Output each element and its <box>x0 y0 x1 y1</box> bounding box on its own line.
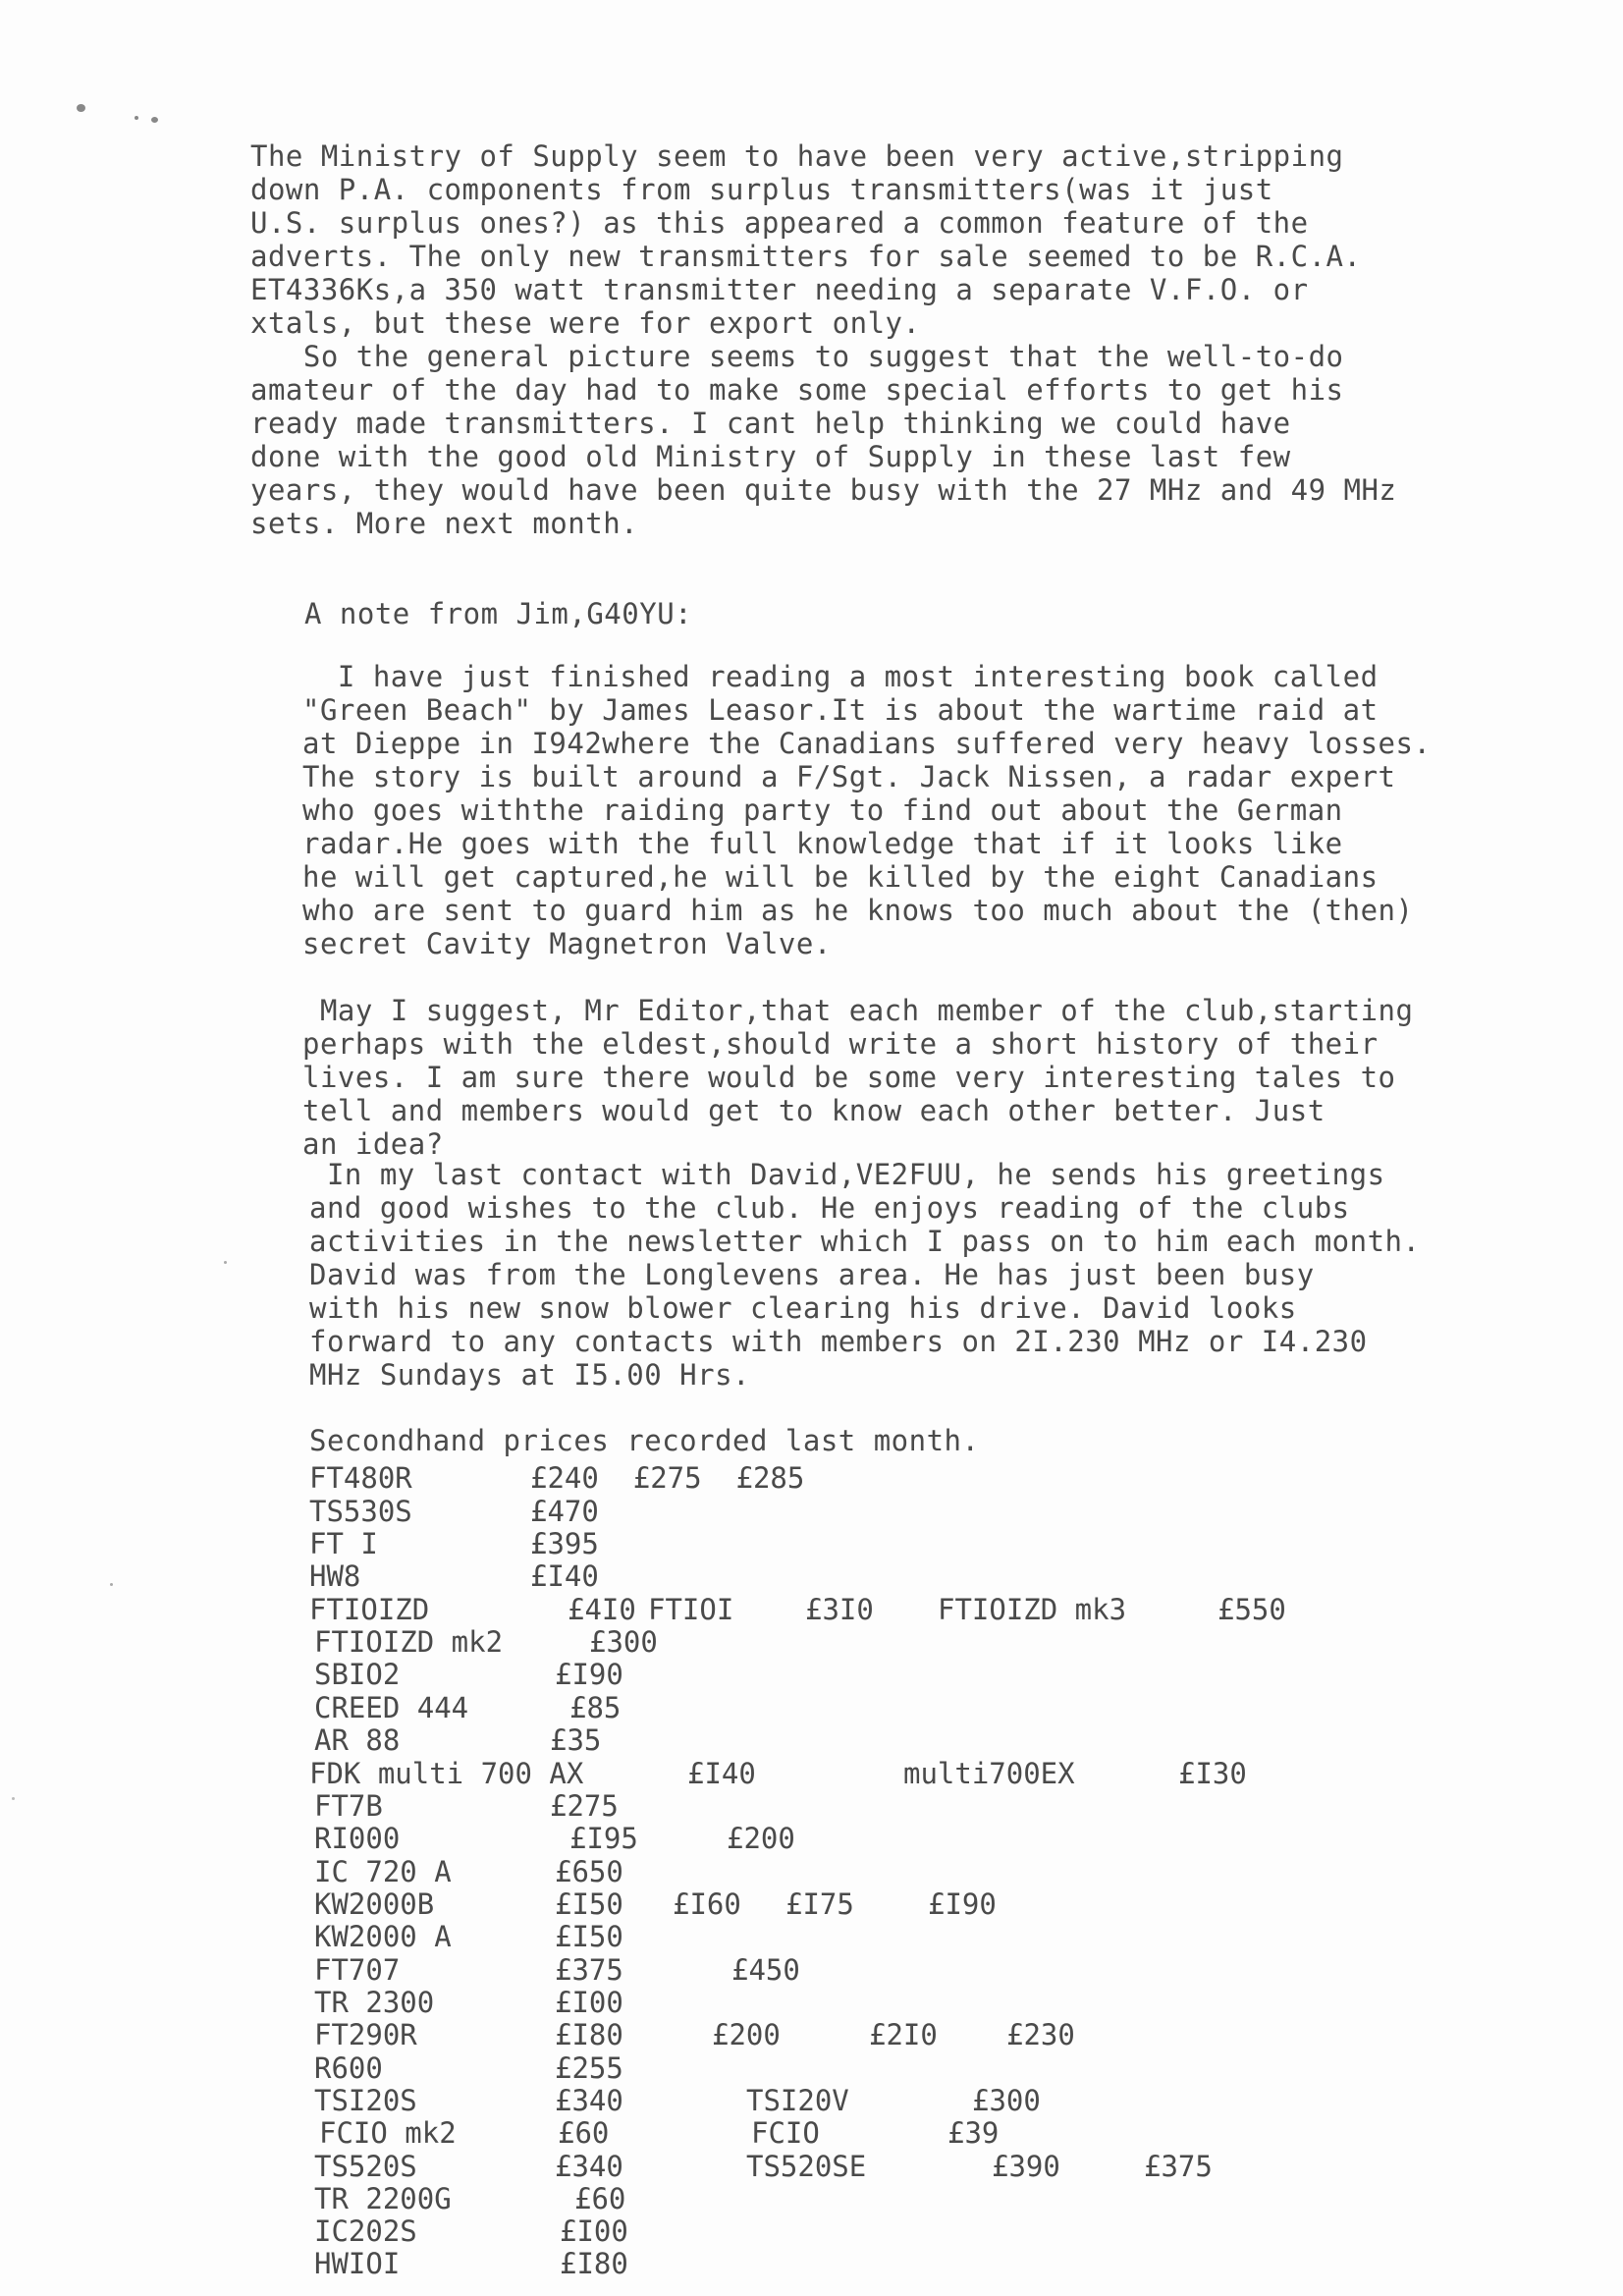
text-line: adverts. The only new transmitters for sale seemed to be R.C.A. <box>250 240 1362 273</box>
text-line: The story is built around a F/Sgt. Jack Nissen, a radar expert <box>302 760 1396 793</box>
price-value: £I30 <box>1178 1757 1247 1790</box>
price-row <box>0 2116 1623 2150</box>
price-value: TSI20V <box>746 2084 849 2117</box>
price-value: FTIOIZD mk3 <box>938 1593 1127 1626</box>
price-row <box>0 1953 1623 1987</box>
price-row <box>0 1691 1623 1724</box>
price-value: £300 <box>589 1625 658 1659</box>
text-line: activities in the newsletter which I pass on to him each month. <box>309 1225 1421 1258</box>
price-value: £I40 <box>687 1757 756 1790</box>
equipment-model: KW2000B <box>314 1887 435 1921</box>
price-value: £470 <box>530 1495 599 1528</box>
price-row <box>0 1495 1623 1528</box>
price-value: £395 <box>530 1527 599 1560</box>
price-value: £I95 <box>569 1822 638 1855</box>
price-value: £3I0 <box>805 1593 874 1626</box>
price-value: £85 <box>569 1691 622 1724</box>
price-row <box>0 1757 1623 1790</box>
ink-speck <box>151 117 158 123</box>
equipment-model: FT7B <box>314 1789 383 1823</box>
equipment-model: TS530S <box>309 1495 412 1528</box>
note-heading: A note from Jim,G40YU: <box>304 597 693 630</box>
price-value: £200 <box>727 1822 795 1855</box>
price-value: £275 <box>550 1789 619 1823</box>
price-value: £200 <box>712 2018 781 2051</box>
price-value: £I80 <box>560 2247 628 2280</box>
price-value: £60 <box>574 2182 626 2215</box>
text-line: xtals, but these were for export only. <box>250 306 921 340</box>
text-line: ET4336Ks,a 350 watt transmitter needing a separate V.F.O. or <box>250 273 1309 306</box>
text-line: an idea? <box>302 1127 444 1161</box>
price-value: £340 <box>555 2150 623 2183</box>
price-row <box>0 1723 1623 1757</box>
equipment-model: FCIO mk2 <box>319 2116 457 2150</box>
price-row <box>0 1527 1623 1560</box>
prices-title: Secondhand prices recorded last month. <box>309 1424 980 1457</box>
equipment-model: FT707 <box>314 1953 401 1987</box>
ink-speck <box>135 116 138 120</box>
price-value: FTIOI <box>648 1593 734 1626</box>
price-row <box>0 1625 1623 1659</box>
price-row <box>0 1658 1623 1691</box>
paragraph-green-beach <box>302 660 1431 960</box>
price-value: £300 <box>972 2084 1041 2117</box>
price-value: £60 <box>558 2116 610 2150</box>
equipment-model: HWIOI <box>314 2247 401 2280</box>
price-row <box>0 1593 1623 1626</box>
price-value: £450 <box>731 1953 800 1987</box>
equipment-model: TR 2300 <box>314 1986 435 2019</box>
price-value: £375 <box>1144 2150 1213 2183</box>
price-value: £I80 <box>555 2018 623 2051</box>
equipment-model: FTIOIZD mk2 <box>314 1625 504 1659</box>
equipment-model: TS520S <box>314 2150 417 2183</box>
text-line: done with the good old Ministry of Supply in these last few <box>250 440 1291 473</box>
text-line: secret Cavity Magnetron Valve. <box>302 927 832 960</box>
price-value: multi700EX <box>903 1757 1075 1790</box>
equipment-model: FT480R <box>309 1461 412 1495</box>
price-value: £I50 <box>555 1920 623 1953</box>
price-row <box>0 1920 1623 1953</box>
price-row <box>0 1855 1623 1888</box>
price-row <box>0 1789 1623 1823</box>
text-line: forward to any contacts with members on 2I.230 MHz or I4.230 <box>309 1325 1368 1358</box>
price-value: £39 <box>947 2116 1000 2150</box>
equipment-model: KW2000 A <box>314 1920 452 1953</box>
equipment-model: IC 720 A <box>314 1855 452 1888</box>
price-value: £2I0 <box>869 2018 938 2051</box>
equipment-model: R600 <box>314 2051 383 2085</box>
equipment-model: CREED 444 <box>314 1691 469 1724</box>
text-line: with his new snow blower clearing his drive. David looks <box>309 1291 1297 1325</box>
paragraph-member-histories <box>302 994 1413 1161</box>
text-line: So the general picture seems to suggest that the well-to-do <box>250 340 1344 373</box>
price-value: £230 <box>1006 2018 1075 2051</box>
ink-speck <box>224 1261 227 1264</box>
price-row <box>0 2150 1623 2183</box>
equipment-model: SBIO2 <box>314 1658 401 1691</box>
equipment-model: FTIOIZD <box>309 1593 430 1626</box>
text-line: years, they would have been quite busy with the 27 MHz and 49 MHz <box>250 473 1397 507</box>
price-value: £I75 <box>785 1887 854 1921</box>
price-value: £390 <box>992 2150 1060 2183</box>
text-line: ready made transmitters. I cant help thinking we could have <box>250 407 1291 440</box>
price-row <box>0 2247 1623 2280</box>
price-value: £I00 <box>560 2214 628 2248</box>
text-line: The Ministry of Supply seem to have been very active,stripping <box>250 139 1344 173</box>
price-value: £35 <box>550 1723 602 1757</box>
price-row <box>0 2084 1623 2117</box>
text-line: sets. More next month. <box>250 507 639 540</box>
text-line: U.S. surplus ones?) as this appeared a common feature of the <box>250 206 1309 240</box>
price-value: £I90 <box>928 1887 997 1921</box>
text-line: amateur of the day had to make some special efforts to get his <box>250 373 1344 407</box>
price-row <box>0 1986 1623 2019</box>
price-value: TS520SE <box>746 2150 867 2183</box>
price-value: £I60 <box>673 1887 741 1921</box>
text-line: May I suggest, Mr Editor,that each member of the club,starting <box>302 994 1414 1027</box>
text-line: he will get captured,he will be killed by the eight Canadians <box>302 860 1379 894</box>
ink-speck <box>77 104 85 112</box>
equipment-model: AR 88 <box>314 1723 401 1757</box>
price-value: £240 £275 £285 <box>530 1461 805 1495</box>
price-value: FCIO <box>751 2116 820 2150</box>
paragraph-ministry-of-supply <box>250 139 1396 540</box>
text-line: tell and members would get to know each other better. Just <box>302 1094 1325 1127</box>
price-value: £650 <box>555 1855 623 1888</box>
price-value: £I40 <box>530 1559 599 1593</box>
text-line: David was from the Longlevens area. He has just been busy <box>309 1258 1315 1291</box>
text-line: "Green Beach" by James Leasor.It is about the wartime raid at <box>302 693 1379 727</box>
text-line: who goes withthe raiding party to find out about the German <box>302 793 1343 827</box>
price-row <box>0 1559 1623 1593</box>
price-row <box>0 1822 1623 1855</box>
paragraph-david-ve2fuu <box>309 1158 1420 1392</box>
equipment-model: FDK multi 700 AX <box>309 1757 584 1790</box>
text-line: radar.He goes with the full knowledge that if it looks like <box>302 827 1343 860</box>
equipment-model: IC202S <box>314 2214 417 2248</box>
equipment-model: TSI20S <box>314 2084 417 2117</box>
price-value: £550 <box>1217 1593 1286 1626</box>
price-value: £I50 <box>555 1887 623 1921</box>
text-line: lives. I am sure there would be some very interesting tales to <box>302 1061 1396 1094</box>
price-value: £340 <box>555 2084 623 2117</box>
price-row <box>0 2051 1623 2085</box>
price-row <box>0 2182 1623 2215</box>
equipment-model: FT I <box>309 1527 378 1560</box>
price-row <box>0 2018 1623 2051</box>
price-value: £375 <box>555 1953 623 1987</box>
price-row <box>0 1887 1623 1921</box>
text-line: In my last contact with David,VE2FUU, he sends his greetings <box>309 1158 1385 1191</box>
text-line: who are sent to guard him as he knows too much about the (then) <box>302 894 1414 927</box>
text-line: at Dieppe in I942where the Canadians suffered very heavy losses. <box>302 727 1432 760</box>
price-value: £I00 <box>555 1986 623 2019</box>
equipment-model: RI000 <box>314 1822 401 1855</box>
text-line: MHz Sundays at I5.00 Hrs. <box>309 1358 750 1392</box>
equipment-model: TR 2200G <box>314 2182 452 2215</box>
equipment-model: FT290R <box>314 2018 417 2051</box>
text-line: down P.A. components from surplus transmitters(was it just <box>250 173 1273 206</box>
price-value: £4I0 <box>568 1593 636 1626</box>
price-row <box>0 1461 1623 1495</box>
equipment-model: HW8 <box>309 1559 361 1593</box>
text-line: perhaps with the eldest,should write a short history of their <box>302 1027 1379 1061</box>
price-row <box>0 2214 1623 2248</box>
price-value: £I90 <box>555 1658 623 1691</box>
price-value: £255 <box>555 2051 623 2085</box>
text-line: I have just finished reading a most interesting book called <box>302 660 1379 693</box>
text-line: and good wishes to the club. He enjoys reading of the clubs <box>309 1191 1350 1225</box>
